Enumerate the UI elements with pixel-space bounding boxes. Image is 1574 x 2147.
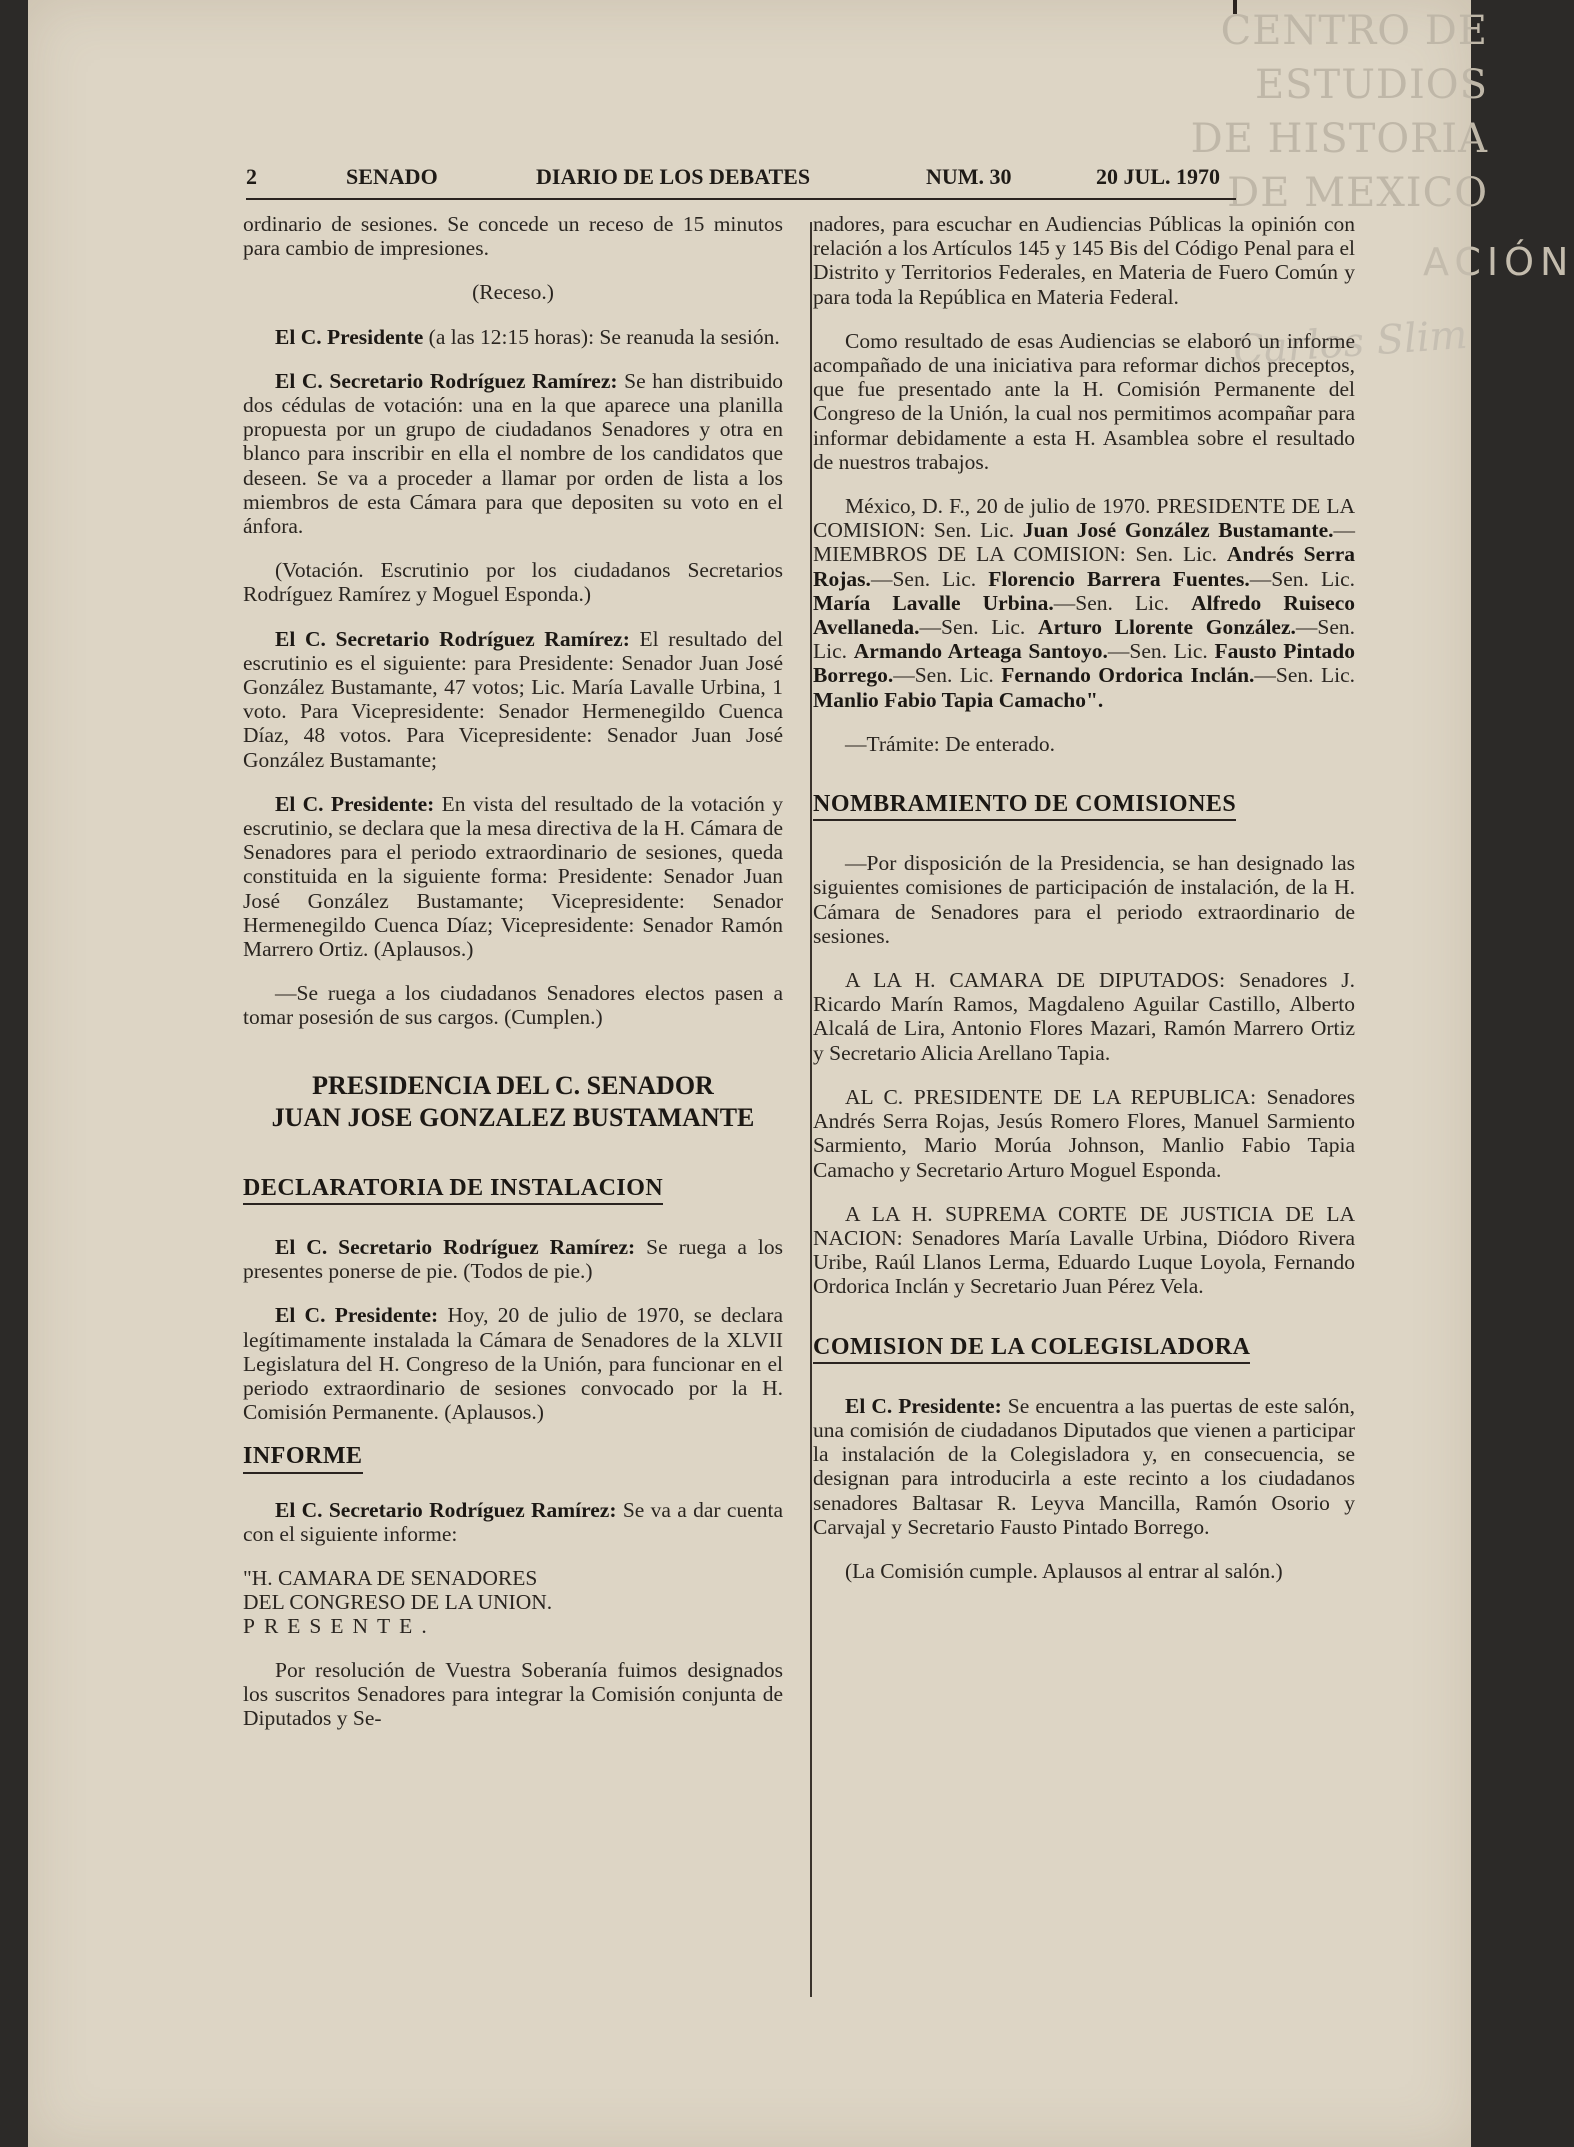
page-number: 2 [246,164,257,189]
speaker: El C. Presidente: [845,1393,1002,1418]
speaker: El C. Presidente [275,324,424,349]
paragraph: —Por disposición de la Presidencia, se han designado las siguientes comisiones de participación de instalación, de la H. Cámara de Senadores para el periodo extraordinario de sesiones. [813,851,1355,948]
stage-direction: (Receso.) [472,280,554,305]
watermark-line: DE MEXICO [1227,170,1488,216]
speaker: El C. Presidente: [275,791,435,816]
section-heading-declaratoria: DECLARATORIA DE INSTALACION [243,1176,663,1205]
paragraph: El C. Presidente (a las 12:15 horas): Se reanuda la sesión. [275,324,780,349]
paragraph: El C. Presidente: Se encuentra a las puertas de este salón, una comisión de ciudadanos Diputados que vienen a participar la instalación de la Colegisladora y, en consecuencia, se designan para introducirla a este recinto a los ciudadanos senadores Baltasar R. Leyva Mancilla, Ramón Osorio y Carvajal y Secretario Fausto Pintado Borrego. [813,1393,1355,1539]
publication-title: DIARIO DE LOS DEBATES [536,164,811,189]
watermark-line: ESTUDIOS [1254,62,1488,108]
left-column [243,212,783,1751]
paragraph: El C. Presidente: Hoy, 20 de julio de 1970, se declara legítimamente instalada la Cámara de Senadores de la XLVII Legislatura del H. Congreso de la Unión, para funcionar en el periodo extraordinario de sesiones convocado por la H. Comisión Permanente. (Aplausos.) [243,1303,783,1425]
speaker: El C. Secretario Rodríguez Ramírez: [275,626,630,651]
paragraph: El C. Secretario Rodríguez Ramírez: El resultado del escrutinio es el siguiente: para Presidente: Senador Juan José González Bustamante, 47 votos; Lic. María Lavalle Urbina, 1 voto. Para Vicepresidente: Senador Hermenegildo Cuenca Díaz, 48 votos. Para Vicepresidente: Senador Juan José González Bustamante; [243,626,784,772]
scanned-page [28,0,1574,2147]
watermark-signature: Carlos Slim [1231,311,1469,375]
paragraph: —Se ruega a los ciudadanos Senadores electos pasen a tomar posesión de sus cargos. (Cumplen.) [243,981,783,1030]
column-divider [810,222,812,1997]
watermark-line: DE HISTORIA [1190,116,1488,162]
issue-date: 20 JUL. 1970 [1096,164,1221,189]
paragraph: Por resolución de Vuestra Soberanía fuimos designados los suscritos Senadores para integrar la Comisión conjunta de Diputados y Se- [243,1657,783,1731]
paragraph: El C. Secretario Rodríguez Ramírez: Se va a dar cuenta con el siguiente informe: [243,1497,784,1546]
paragraph: El C. Secretario Rodríguez Ramírez: Se han distribuido dos cédulas de votación: una en la que aparece una planilla propuesta por un grupo de ciudadanos Senadores y otra en blanco para inscribir en ella el nombre de los candidatos que deseen. Se va a proceder a llamar por orden de lista a los miembros de esta Cámara para que depositen su voto en el ánfora. [243,368,783,539]
paragraph: A LA H. CAMARA DE DIPUTADOS: Senadores J. Ricardo Marín Ramos, Magdaleno Aguilar Castillo, Alberto Alcalá de Lira, Antonio Flores Mazari, Ramón Marrero Ortiz y Secretario Alicia Arellano Tapia. [813,968,1355,1065]
speaker: El C. Secretario Rodríguez Ramírez: [275,1234,636,1259]
section-heading-nombramiento: NOMBRAMIENTO DE COMISIONES [813,792,1236,821]
letter-address: "H. CAMARA DE SENADORES DEL CONGRESO DE LA UNION. PRESENTE. [243,1565,553,1638]
paragraph: El C. Secretario Rodríguez Ramírez: Se ruega a los presentes ponerse de pie. (Todos de pie.) [243,1234,783,1284]
watermark-fundacion: ACIÓN [1423,240,1574,284]
paragraph: A LA H. SUPREMA CORTE DE JUSTICIA DE LA NACION: Senadores María Lavalle Urbina, Diódoro Rivera Uribe, Raúl Llanos Lerma, Eduardo Luque Loyola, Fernando Ordorica Inclán y Secretario Juan Pérez Vela. [813,1201,1355,1299]
signatures-paragraph: México, D. F., 20 de julio de 1970. PRESIDENTE DE LA COMISION: Sen. Lic. Juan José González Bustamante.—MIEMBROS DE LA COMISION: Sen. Lic. Andrés Serra Rojas.—Sen. Lic. Florencio Barrera Fuentes.—Sen. Lic. María Lavalle Urbina.—Sen. Lic. Alfredo Ruiseco Avellaneda.—Sen. Lic. Arturo Llorente González.—Sen. Lic. Armando Arteaga Santoyo.—Sen. Lic. Fausto Pintado Borrego.—Sen. Lic. Fernando Ordorica Inclán.—Sen. Lic. Manlio Fabio Tapia Camacho". [813,494,1356,712]
section-heading-comision: COMISION DE LA COLEGISLADORA [813,1335,1250,1364]
paragraph: ordinario de sesiones. Se concede un receso de 15 minutos para cambio de impresiones. [243,212,783,261]
presidency-heading: PRESIDENCIA DEL C. SENADOR JUAN JOSE GONZALEZ BUSTAMANTE [271,1070,755,1132]
issue-number: NUM. 30 [926,164,1012,189]
stage-direction: (La Comisión cumple. Aplausos al entrar al salón.) [845,1558,1283,1583]
tramite-note: —Trámite: De enterado. [845,731,1055,756]
section-heading-informe: INFORME [243,1444,363,1473]
speaker: El C. Secretario Rodríguez Ramírez: [275,368,618,393]
paragraph: Como resultado de esas Audiencias se elaboró un informe acompañado de una iniciativa para reformar dichos preceptos, que fue presentado ante la H. Comisión Permanente del Congreso de la Unión, la cual nos permitimos acompañar para informar debidamente a esta H. Asamblea sobre el resultado de nuestros trabajos. [813,328,1355,474]
paragraph: AL C. PRESIDENTE DE LA REPUBLICA: Senadores Andrés Serra Rojas, Jesús Romero Flores, Manuel Sarmiento Sarmiento, Mario Morúa Johnson, Manlio Fabio Tapia Camacho y Secretario Arturo Moguel Esponda. [813,1084,1355,1182]
page-header [246,160,1236,200]
speaker: El C. Presidente: [275,1303,439,1328]
paragraph: El C. Presidente: En vista del resultado de la votación y escrutinio, se declara que la mesa directiva de la H. Cámara de Senadores para el periodo extraordinario de sesiones, queda constituida en la siguiente forma: Presidente: Senador Juan José González Bustamante; Vicepresidente: Senador Hermenegildo Cuenca Díaz; Vicepresidente: Senador Ramón Marrero Ortiz. (Aplausos.) [243,791,783,962]
stage-direction: (Votación. Escrutinio por los ciudadanos Secretarios Rodríguez Ramírez y Moguel Esponda.) [243,558,783,607]
paragraph: nadores, para escuchar en Audiencias Públicas la opinión con relación a los Artículos 145 y 145 Bis del Código Penal para el Distrito y Territorios Federales, en Materia de Fuero Común y para toda la República en Materia Federal. [813,212,1355,309]
right-column [813,212,1355,1603]
watermark-line: CENTRO DE [1220,8,1488,54]
chamber-name: SENADO [346,164,438,189]
speaker: El C. Secretario Rodríguez Ramírez: [275,1497,617,1522]
